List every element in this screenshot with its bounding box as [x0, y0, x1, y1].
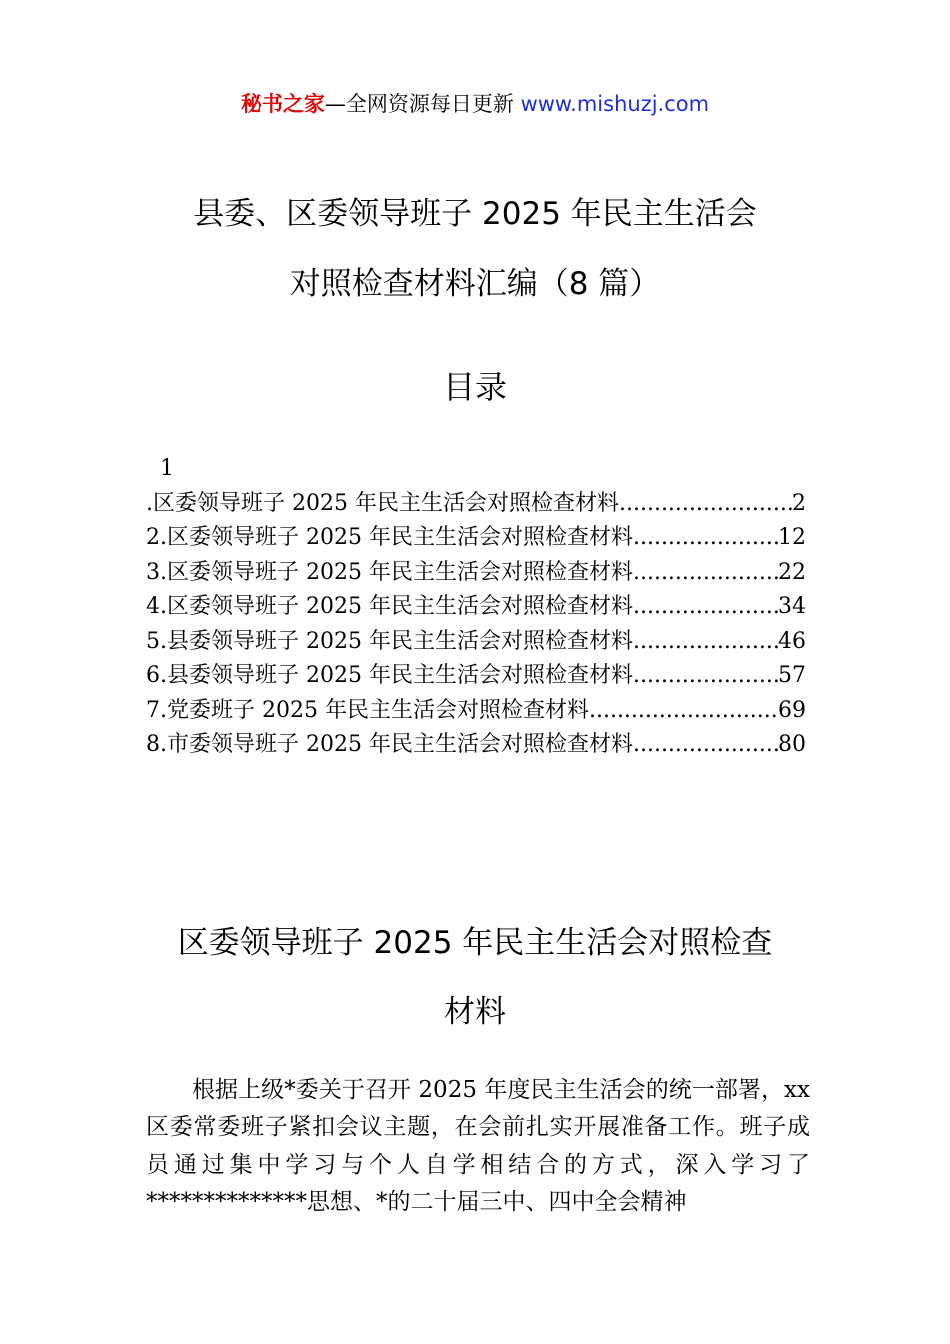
toc-item-page: 34	[778, 594, 806, 619]
toc-item[interactable]	[146, 694, 806, 729]
toc-item-page: 12	[778, 525, 806, 550]
section-title-line-1: 区委领导班子 2025 年民主生活会对照检查	[177, 925, 773, 961]
toc-item-page: 46	[778, 628, 806, 654]
toc-first-number: 1	[160, 456, 174, 481]
toc-item-text: .区委领导班子 2025 年民主生活会对照检查材料	[146, 490, 619, 516]
toc-item-text: 5.县委领导班子 2025 年民主生活会对照检查材料	[146, 628, 633, 654]
toc-leader-dots	[633, 556, 778, 591]
body-paragraph: 根据上级*委关于召开 2025 年度民主生活会的统一部署，xx 区委常委班子紧扣会议主题，在会前扎实开展准备工作。班子成员通过集中学习与个人自学相结合的方式，深入学习了**************思想、*的二十届三中、四中全会精神	[146, 1077, 810, 1215]
toc-item-page: 69	[778, 697, 806, 723]
toc-item[interactable]	[146, 590, 806, 625]
toc-item-text: 8.市委领导班子 2025 年民主生活会对照检查材料	[146, 732, 633, 757]
toc-item[interactable]	[146, 728, 806, 763]
toc-item[interactable]	[146, 556, 806, 591]
toc-item-text: 4.区委领导班子 2025 年民主生活会对照检查材料	[146, 594, 633, 619]
toc-item-page: 2	[792, 490, 806, 516]
toc-item[interactable]	[146, 659, 806, 694]
brand-name: 秘书之家	[240, 92, 325, 116]
banner-slogan: —全网资源每日更新	[324, 92, 514, 116]
toc-leader-dots	[633, 590, 778, 625]
toc-leader-dots	[633, 521, 778, 556]
toc-leader-dots	[589, 694, 778, 729]
toc-item[interactable]	[146, 625, 806, 660]
section-title-line-2: 材料	[444, 994, 506, 1030]
toc-item-text: 7.党委班子 2025 年民主生活会对照检查材料	[146, 697, 589, 723]
toc-heading: 目录	[442, 368, 507, 406]
toc-item-page: 57	[778, 663, 806, 688]
toc-leader-dots	[633, 728, 778, 763]
document-title-line-1: 县委、区委领导班子 2025 年民主生活会	[193, 196, 757, 232]
toc-item-page: 80	[778, 732, 806, 757]
toc-leader-dots	[633, 625, 778, 660]
toc-item-text: 3.区委领导班子 2025 年民主生活会对照检查材料	[146, 559, 633, 585]
toc-item[interactable]	[146, 521, 806, 556]
toc-item[interactable]	[146, 487, 806, 522]
table-of-contents	[146, 452, 806, 763]
document-title-line-2: 对照检查材料汇编（8 篇）	[289, 266, 661, 302]
site-banner	[0, 86, 950, 122]
toc-leader-dots	[619, 487, 792, 522]
site-url-link[interactable]: www.mishuzj.com	[520, 92, 710, 116]
toc-item-page: 22	[778, 559, 806, 585]
toc-item-text: 6.县委领导班子 2025 年民主生活会对照检查材料	[146, 663, 633, 688]
toc-item-text: 2.区委领导班子 2025 年民主生活会对照检查材料	[146, 525, 633, 550]
toc-leader-dots	[633, 659, 778, 694]
